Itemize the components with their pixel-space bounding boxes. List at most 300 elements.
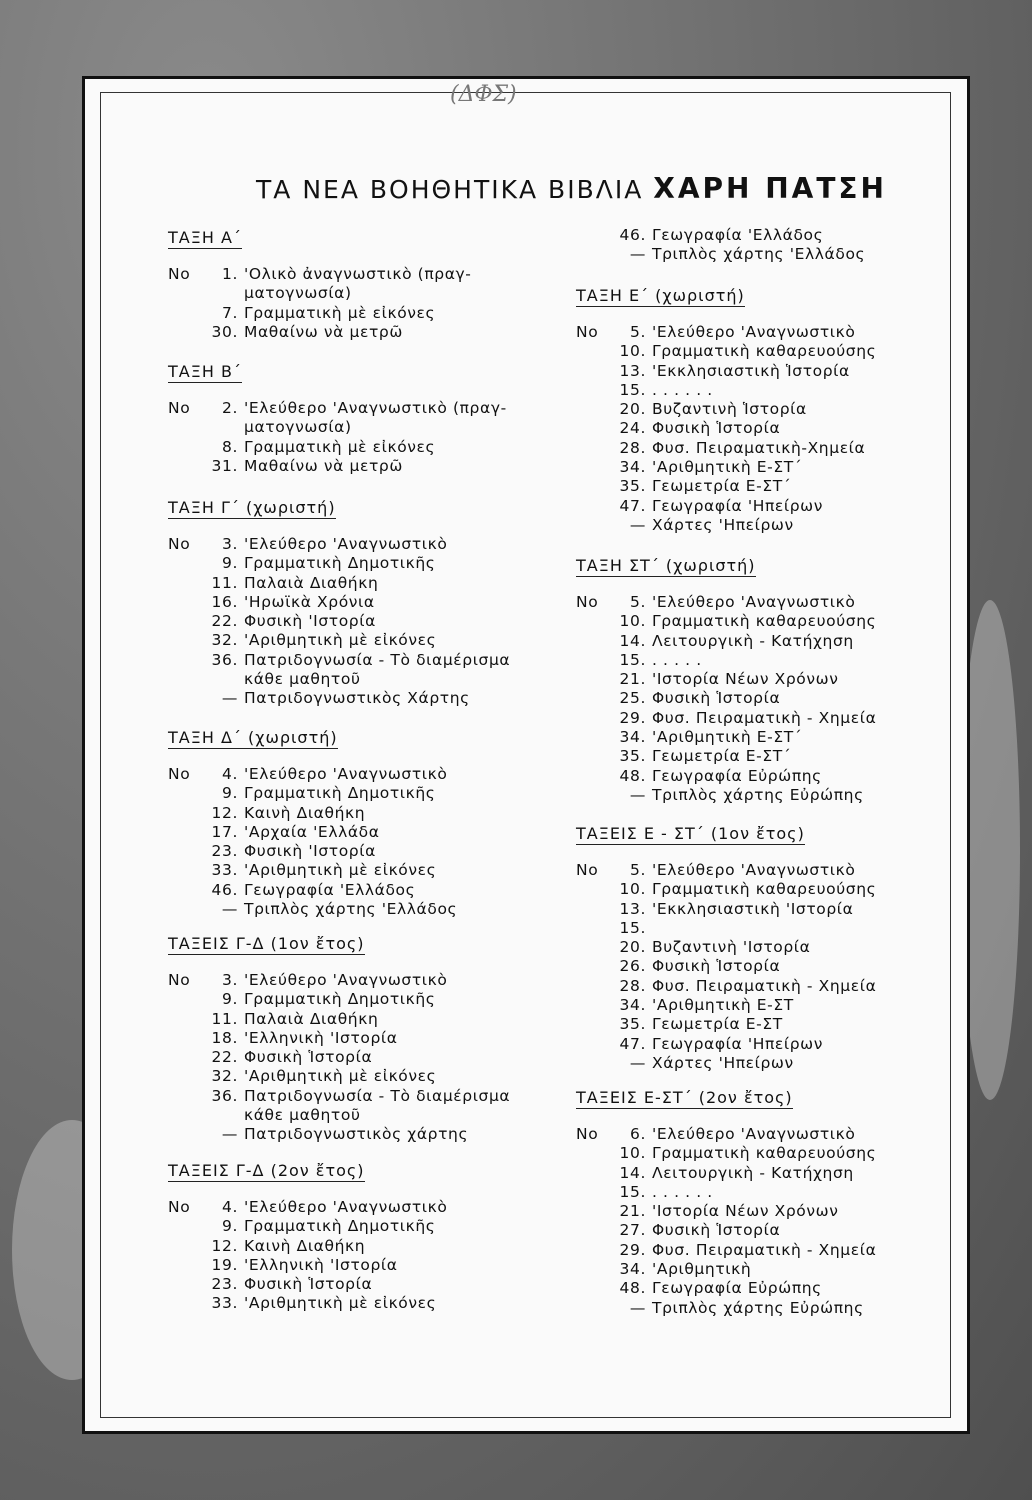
list-item (576, 996, 876, 1015)
list-item (168, 651, 510, 670)
list-item (576, 861, 876, 880)
item-title: Φυσικὴ Ἱστορία (244, 1048, 373, 1067)
item-no-label (576, 1241, 614, 1260)
list-item (576, 1279, 876, 1298)
item-number: 34. (619, 996, 646, 1015)
item-title: Τριπλὸς χάρτης 'Ελλάδος (244, 900, 458, 919)
item-title: Φυσικὴ 'Ιστορία (244, 842, 376, 861)
item-no-label: Νο (168, 399, 191, 417)
item-no-label (576, 1299, 614, 1318)
list-item (168, 631, 510, 650)
item-no-label (576, 651, 614, 670)
item-title: . . . . . . (652, 1182, 713, 1201)
section-taxi-d (168, 728, 457, 919)
item-no-label (168, 1256, 206, 1275)
item-title: Μαθαίνω νὰ μετρῶ (244, 322, 403, 341)
list-item (576, 880, 876, 899)
list-item (168, 804, 457, 823)
item-no-label (168, 457, 206, 476)
item-title: Φυσικὴ Ἱστορία (652, 957, 781, 976)
item-title: Γεωγραφία 'Ηπείρων (652, 496, 823, 515)
section-taxeis-gd-2 (168, 1161, 447, 1314)
item-title: Φυσ. Πειραματικὴ - Χημεία (652, 1240, 877, 1259)
item-title: Τριπλὸς χάρτης Εὐρώπης (652, 785, 864, 804)
item-number: 22. (211, 1048, 238, 1067)
item-title: Παλαιὰ Διαθήκη (244, 573, 379, 592)
item-number: 21. (619, 670, 646, 689)
list-item (168, 1275, 447, 1294)
section-heading: ΤΑΞΕΙΣ Ε - ΣΤ΄ (1ον ἔτος) (576, 824, 805, 843)
item-no-label (576, 419, 614, 438)
item-title: 'Αριθμητικὴ μὲ εἰκόνες (244, 1294, 437, 1313)
item-number: 34. (619, 1260, 646, 1279)
item-number: 35. (619, 477, 646, 496)
item-number: 28. (619, 438, 646, 457)
item-no-label (576, 1164, 614, 1183)
item-no-label: Νο (168, 1198, 191, 1216)
book-list (168, 1198, 447, 1314)
item-number: 5. (630, 323, 646, 341)
item-no-label (168, 804, 206, 823)
item-no-label (168, 1010, 206, 1029)
item-title: Πατριδογνωστικὸς Χάρτης (244, 689, 470, 708)
list-item (168, 1029, 510, 1048)
item-number: — (629, 785, 646, 804)
list-item (576, 938, 876, 957)
list-item (168, 689, 510, 708)
item-title: 'Ελληνικὴ 'Ιστορία (244, 1255, 398, 1274)
list-item (576, 1054, 876, 1073)
section-taxi-a (168, 228, 471, 342)
item-title: 'Αριθμητικὴ (652, 1260, 752, 1279)
item-no-label (576, 632, 614, 651)
item-number: — (629, 1053, 646, 1072)
item-number: 23. (211, 842, 238, 861)
list-item (168, 900, 457, 919)
item-title: Γεωμετρία Ε-ΣΤ΄ (652, 747, 792, 766)
list-item (576, 342, 876, 361)
item-no-label (576, 1035, 614, 1054)
item-no-label (576, 919, 614, 938)
item-number: 20. (619, 400, 646, 419)
item-no-label: Νο (168, 971, 191, 989)
item-title: κάθε μαθητοῦ (244, 670, 361, 689)
list-item (168, 1198, 447, 1217)
list-item (576, 1144, 876, 1163)
list-item (168, 593, 510, 612)
item-title: 'Αριθμητικὴ Ε-ΣΤ΄ (652, 458, 803, 477)
item-number: 36. (211, 1086, 238, 1105)
item-no-label (576, 1015, 614, 1034)
item-title: 'Εκκλησιαστικὴ Ἱστορία (652, 361, 850, 380)
item-no-label (168, 631, 206, 650)
list-item (576, 747, 876, 766)
item-no-label (168, 861, 206, 880)
section-taxi-g (168, 498, 510, 709)
item-no-label (168, 323, 206, 342)
item-number: 36. (211, 650, 238, 669)
section-taxi-st (576, 556, 876, 805)
item-no-label (576, 1279, 614, 1298)
list-item (576, 400, 876, 419)
list-item (576, 900, 876, 919)
list-item (168, 1010, 510, 1029)
book-list (168, 765, 457, 919)
item-number: 28. (619, 976, 646, 995)
item-title: κάθε μαθητοῦ (244, 1106, 361, 1125)
list-item (576, 957, 876, 976)
item-title: Πατριδογνωσία - Τὸ διαμέρισμα (244, 650, 511, 669)
section-heading: ΤΑΞΕΙΣ Ε-ΣΤ΄ (2ον ἔτος) (576, 1088, 793, 1107)
title-plain: ΤΑ ΝΕΑ ΒΟΗΘΗΤΙΚΑ ΒΙΒΛΙΑ (256, 175, 644, 204)
item-title: 'Ελεύθερο 'Αναγνωστικὸ (244, 535, 448, 553)
list-item (168, 1217, 447, 1236)
list-item (576, 1125, 876, 1144)
item-number: 15. (619, 650, 646, 669)
item-title: 'Ελεύθερο 'Αναγνωστικὸ (244, 1198, 448, 1216)
item-no-label (168, 1237, 206, 1256)
list-item (576, 362, 876, 381)
list-item (168, 765, 457, 784)
item-number: 48. (619, 766, 646, 785)
book-list (168, 971, 510, 1145)
item-number: — (629, 515, 646, 534)
item-no-label (168, 612, 206, 631)
item-title: Χάρτες 'Ηπείρων (652, 1053, 794, 1072)
item-number: 11. (211, 573, 238, 592)
list-item (576, 516, 876, 535)
section-taxeis-est-1 (576, 824, 876, 1073)
item-number: 14. (619, 1163, 646, 1182)
section-heading: ΤΑΞΗ Β΄ (168, 362, 242, 381)
item-title: 'Ελεύθερο 'Αναγνωστικὸ (652, 593, 856, 611)
list-item (168, 670, 510, 689)
item-title: Μαθαίνω νὰ μετρῶ (244, 456, 403, 475)
list-item (168, 323, 471, 342)
item-no-label (576, 1054, 614, 1073)
item-title: . . . . . . (652, 380, 713, 399)
item-no-label (576, 1183, 614, 1202)
list-item (576, 651, 876, 670)
list-item (576, 919, 876, 938)
item-number: 6. (630, 1125, 646, 1143)
item-number: 10. (619, 1144, 646, 1163)
item-title: ματογνωσία) (244, 284, 352, 303)
item-number: 1. (222, 265, 238, 283)
item-no-label (168, 304, 206, 323)
item-number: 35. (619, 1015, 646, 1034)
book-list (168, 399, 507, 476)
item-no-label: Νο (576, 323, 599, 341)
section-continued (576, 226, 865, 265)
list-item (168, 457, 507, 476)
item-title: Γεωγραφία Εὐρώπης (652, 766, 822, 785)
item-number: 17. (211, 822, 238, 841)
item-number: 10. (619, 880, 646, 899)
item-number: 14. (619, 631, 646, 650)
item-number: 13. (619, 361, 646, 380)
item-no-label (576, 362, 614, 381)
item-number: 11. (211, 1009, 238, 1028)
list-item (576, 477, 876, 496)
list-item (168, 1237, 447, 1256)
item-title: Φυσικὴ Ἱστορία (652, 1221, 781, 1240)
item-number: — (629, 1298, 646, 1317)
item-number: 8. (222, 437, 238, 456)
item-no-label (576, 497, 614, 516)
list-item (168, 861, 457, 880)
item-no-label (576, 1260, 614, 1279)
item-no-label (168, 418, 206, 437)
item-number: 7. (222, 303, 238, 322)
item-number: 15. (619, 1182, 646, 1201)
item-no-label (576, 709, 614, 728)
list-item (576, 1260, 876, 1279)
item-number: 3. (222, 971, 238, 989)
item-no-label (168, 438, 206, 457)
list-item (168, 574, 510, 593)
item-no-label (168, 689, 206, 708)
item-number: 20. (619, 938, 646, 957)
item-number: 27. (619, 1221, 646, 1240)
item-title: Γραμματικὴ μὲ εἰκόνες (244, 437, 436, 456)
section-heading: ΤΑΞΕΙΣ Γ-Δ (2ον ἔτος) (168, 1161, 365, 1180)
list-item (576, 458, 876, 477)
item-title: Φυσ. Πειραματικὴ - Χημεία (652, 708, 877, 727)
item-number: 35. (619, 747, 646, 766)
list-item (168, 418, 507, 437)
item-no-label (576, 612, 614, 631)
item-no-label (576, 458, 614, 477)
item-number: 29. (619, 1240, 646, 1259)
item-no-label (576, 957, 614, 976)
item-title: Βυζαντινὴ Ἱστορία (652, 400, 807, 419)
item-number: 9. (222, 990, 238, 1009)
item-number: 15. (619, 380, 646, 399)
item-title: 'Ελεύθερο 'Αναγνωστικὸ (652, 861, 856, 879)
item-number: 19. (211, 1255, 238, 1274)
item-number: 23. (211, 1275, 238, 1294)
item-number: 9. (222, 554, 238, 573)
item-no-label (576, 689, 614, 708)
item-no-label (576, 1202, 614, 1221)
item-number: 46. (211, 880, 238, 899)
item-title: 'Αριθμητικὴ μὲ εἰκόνες (244, 861, 437, 880)
item-no-label (168, 1125, 206, 1144)
item-title: Λειτουργικὴ - Κατήχηση (652, 631, 854, 650)
item-number: 13. (619, 899, 646, 918)
item-number: 21. (619, 1202, 646, 1221)
title-publisher: ΧΑΡΗ ΠΑΤΣΗ (653, 172, 887, 205)
list-item (168, 535, 510, 554)
item-number: 12. (211, 803, 238, 822)
list-item (168, 1087, 510, 1106)
item-no-label (168, 990, 206, 1009)
list-item (576, 1241, 876, 1260)
page-title (256, 172, 887, 205)
item-number: 9. (222, 1217, 238, 1236)
item-number: 10. (619, 612, 646, 631)
item-no-label (576, 996, 614, 1015)
item-no-label (168, 842, 206, 861)
item-title: 'Ελεύθερο 'Αναγνωστικὸ (244, 971, 448, 989)
item-title: Γραμματικὴ Δημοτικῆς (244, 554, 436, 573)
list-item (168, 881, 457, 900)
list-item (576, 1183, 876, 1202)
item-title: Γεωμετρία Ε-ΣΤ (652, 1015, 783, 1034)
item-number: — (221, 900, 238, 919)
item-no-label (168, 1067, 206, 1086)
item-no-label (576, 1221, 614, 1240)
item-number: 9. (222, 784, 238, 803)
list-item (168, 971, 510, 990)
item-no-label (168, 554, 206, 573)
list-item (576, 1221, 876, 1240)
item-number: 34. (619, 458, 646, 477)
item-title: Γραμματικὴ Δημοτικῆς (244, 990, 436, 1009)
item-number: 30. (211, 322, 238, 341)
item-number: 47. (619, 1034, 646, 1053)
list-item (576, 786, 876, 805)
item-no-label (576, 786, 614, 805)
item-number: 15. (619, 918, 646, 937)
item-no-label (576, 439, 614, 458)
section-heading: ΤΑΞΗ ΣΤ΄ (χωριστή) (576, 556, 756, 575)
list-item (168, 554, 510, 573)
section-heading: ΤΑΞΗ Γ΄ (χωριστή) (168, 498, 336, 517)
item-no-label: Νο (168, 265, 191, 283)
item-title: Γραμματικὴ Δημοτικῆς (244, 784, 436, 803)
list-item (576, 497, 876, 516)
item-title: Γραμματικὴ Δημοτικῆς (244, 1217, 436, 1236)
item-no-label (576, 400, 614, 419)
item-title: Γραμματικὴ μὲ εἰκόνες (244, 303, 436, 322)
list-item (576, 767, 876, 786)
item-number: 33. (211, 1294, 238, 1313)
item-title: Φυσικὴ Ἱστορία (244, 1275, 373, 1294)
item-title: 'Αριθμητικὴ Ε-ΣΤ (652, 996, 794, 1015)
item-number: 5. (630, 861, 646, 879)
item-no-label (576, 900, 614, 919)
item-title: 'Ηρωϊκὰ Χρόνια (244, 592, 375, 611)
list-item (168, 304, 471, 323)
item-title: 'Αριθμητικὴ Ε-ΣΤ΄ (652, 728, 803, 747)
item-title: Φυσικὴ 'Ιστορία (244, 612, 376, 631)
list-item (168, 438, 507, 457)
item-title: Φυσικὴ Ἱστορία (652, 689, 781, 708)
list-item (168, 1067, 510, 1086)
book-list (576, 226, 865, 265)
item-number: — (221, 689, 238, 708)
item-no-label (576, 342, 614, 361)
list-item (576, 593, 876, 612)
item-no-label (168, 574, 206, 593)
item-number: 48. (619, 1279, 646, 1298)
item-no-label (168, 881, 206, 900)
book-list (168, 535, 510, 709)
list-item (576, 439, 876, 458)
list-item (576, 1015, 876, 1034)
list-item (576, 1202, 876, 1221)
item-no-label (576, 245, 614, 264)
list-item (168, 1256, 447, 1275)
book-list (576, 861, 876, 1073)
item-number: 4. (222, 765, 238, 783)
item-number: 32. (211, 631, 238, 650)
item-no-label (576, 477, 614, 496)
item-title: Γεωγραφία 'Ελλάδος (652, 226, 824, 244)
list-item (168, 265, 471, 284)
item-title: Φυσικὴ Ἱστορία (652, 419, 781, 438)
item-title: Γεωμετρία Ε-ΣΤ΄ (652, 477, 792, 496)
item-no-label (168, 651, 206, 670)
item-no-label (168, 670, 206, 689)
list-item (168, 284, 471, 303)
item-number: 46. (619, 226, 646, 244)
section-heading: ΤΑΞΗ Ε΄ (χωριστή) (576, 286, 745, 305)
item-no-label (168, 1106, 206, 1125)
list-item (576, 419, 876, 438)
list-item (576, 728, 876, 747)
item-title: Πατριδογνωστικὸς χάρτης (244, 1125, 469, 1144)
list-item (576, 977, 876, 996)
item-no-label (576, 728, 614, 747)
item-number: 10. (619, 342, 646, 361)
item-no-label (576, 381, 614, 400)
item-number: 18. (211, 1028, 238, 1047)
section-taxi-b (168, 362, 507, 476)
list-item (576, 226, 865, 245)
item-number (206, 1106, 244, 1125)
item-title: . . . . . (652, 650, 702, 669)
item-no-label: Νο (576, 593, 599, 611)
item-number: 26. (619, 957, 646, 976)
item-title: Χάρτες 'Ηπείρων (652, 515, 794, 534)
item-no-label (576, 977, 614, 996)
item-no-label (168, 1048, 206, 1067)
item-no-label: Νο (576, 1125, 599, 1143)
item-title: Γραμματικὴ καθαρευούσης (652, 612, 877, 631)
item-no-label (168, 1087, 206, 1106)
item-number: 5. (630, 593, 646, 611)
item-title: 'Εκκλησιαστικὴ 'Ιστορία (652, 899, 854, 918)
item-no-label (576, 670, 614, 689)
item-no-label (168, 1029, 206, 1048)
item-no-label (168, 784, 206, 803)
item-title: 'Ιστορία Νέων Χρόνων (652, 670, 839, 689)
item-title: Γεωγραφία 'Ηπείρων (652, 1034, 823, 1053)
item-title: Γραμματικὴ καθαρευούσης (652, 342, 877, 361)
item-title: Γραμματικὴ καθαρευούσης (652, 1144, 877, 1163)
item-number: 47. (619, 496, 646, 515)
list-item (576, 632, 876, 651)
list-item (576, 381, 876, 400)
item-no-label (168, 823, 206, 842)
item-no-label (576, 767, 614, 786)
item-no-label: Νο (168, 535, 191, 553)
list-item (576, 1035, 876, 1054)
item-number: 4. (222, 1198, 238, 1216)
list-item (168, 1106, 510, 1125)
list-item (576, 709, 876, 728)
section-taxeis-gd-1 (168, 934, 510, 1145)
item-number (206, 670, 244, 689)
book-list (576, 1125, 876, 1318)
book-list (576, 323, 876, 535)
item-no-label (576, 747, 614, 766)
item-title: ματογνωσία) (244, 418, 352, 437)
item-title: Γεωγραφία 'Ελλάδος (244, 880, 416, 899)
